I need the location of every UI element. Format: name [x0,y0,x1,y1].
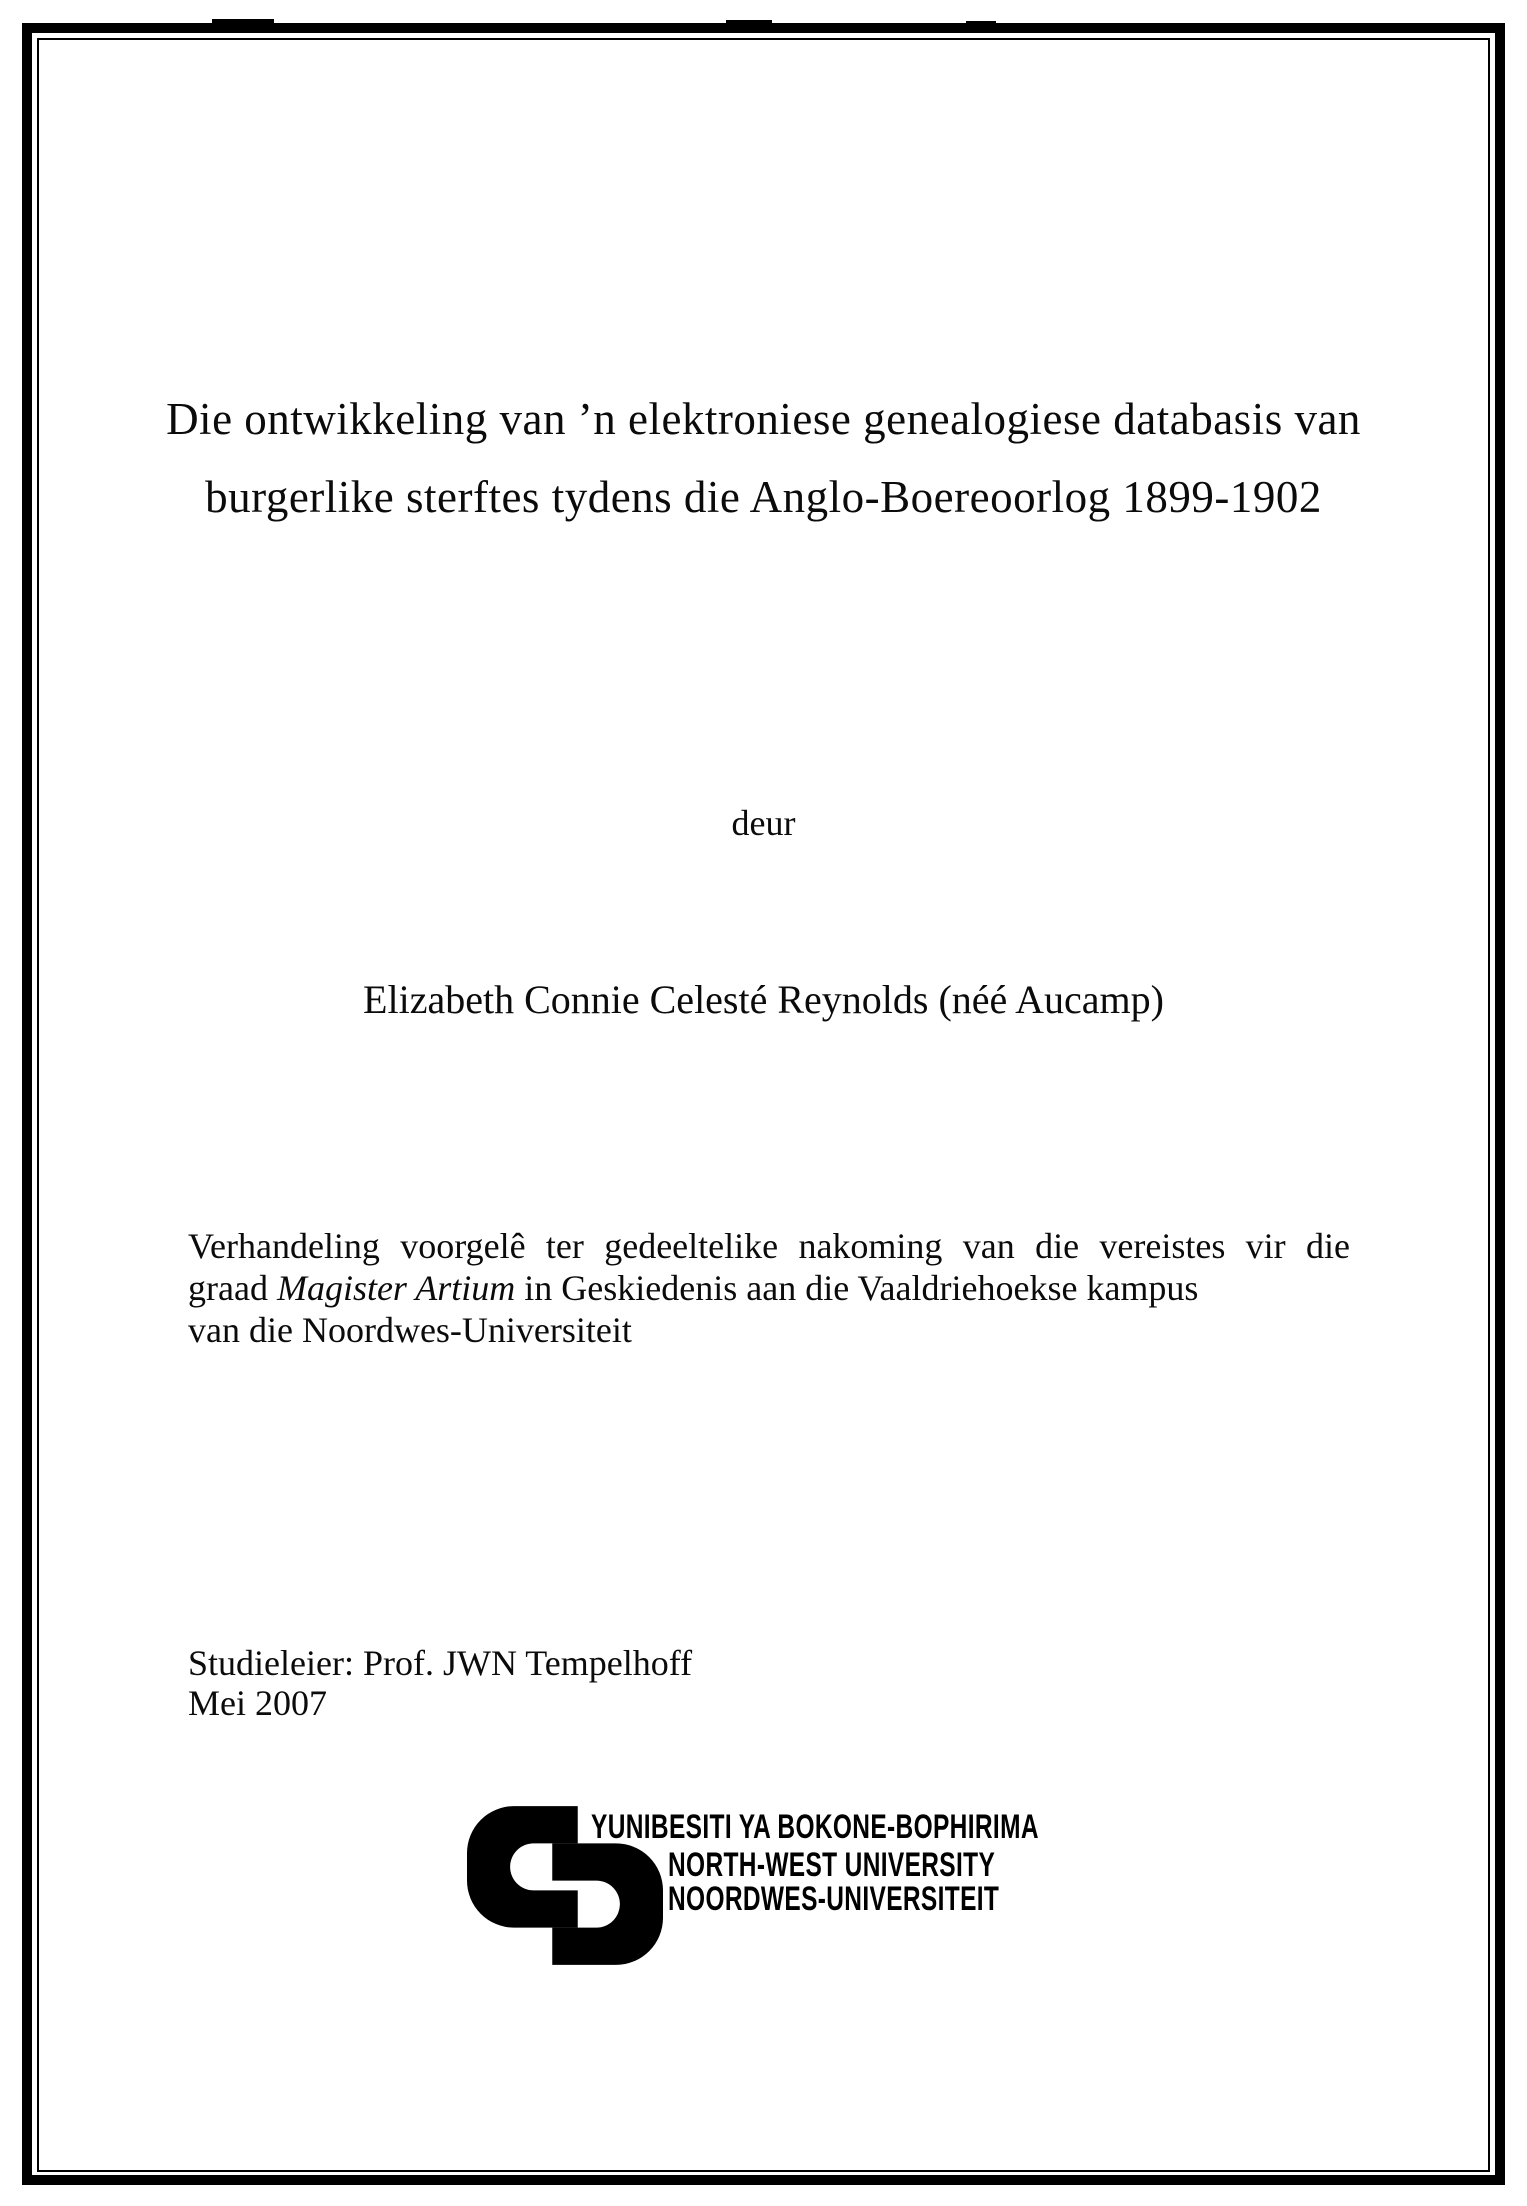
scan-artifact [966,21,996,24]
thesis-title [90,380,1437,536]
scan-artifact [212,19,274,24]
author-name: Elizabeth Connie Celesté Reynolds (néé Aucamp) [363,977,1164,1022]
statement-line3: van die Noordwes-Universiteit [188,1310,632,1350]
logo-text-setswana: YUNIBESITI YA BOKONE-BOPHIRIMA [591,1808,1039,1846]
supervisor-block [188,1643,692,1723]
date-line: Mei 2007 [188,1683,327,1723]
supervisor-line: Studieleier: Prof. JWN Tempelhoff [188,1643,693,1683]
byline-label: deur [731,803,796,843]
submission-statement [188,1225,1350,1351]
university-logo [467,1806,1147,1996]
thesis-title-line2: burgerlike sterftes tydens die Anglo-Boereoorlog 1899-1902 [205,472,1322,522]
degree-name: Magister Artium [276,1268,516,1308]
logo-text-afrikaans: NOORDWES-UNIVERSITEIT [668,1880,1000,1918]
logo-text-english: NORTH-WEST UNIVERSITY [668,1846,996,1884]
statement-line1: Verhandeling voorgelê ter gedeeltelike nakoming van die vereistes vir die [188,1226,1350,1266]
scan-artifact [726,20,772,24]
statement-line2: graad Magister Artium in Geskiedenis aan die Vaaldriehoekse kampus [188,1268,1199,1308]
thesis-title-line1: Die ontwikkeling van ’n elektroniese genealogiese databasis van [166,394,1361,444]
